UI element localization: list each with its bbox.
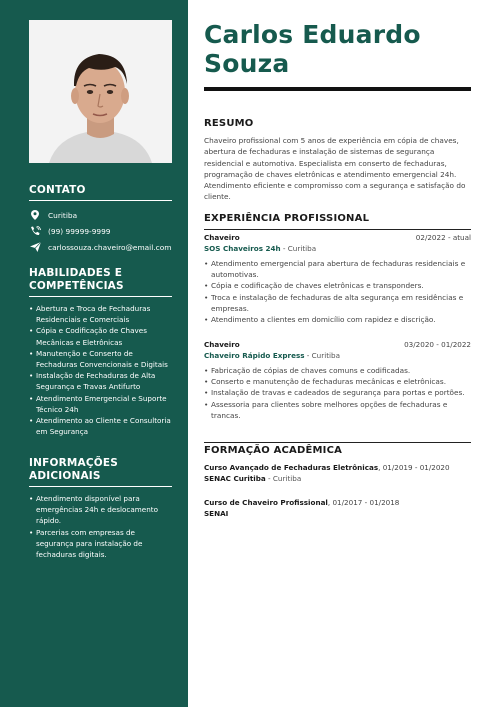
- profile-photo: [29, 20, 172, 163]
- additional-info-title: INFORMAÇÕES ADICIONAIS: [29, 457, 172, 487]
- job-header: [204, 232, 471, 254]
- education-title: FORMAÇÃO ACADÊMICA: [204, 445, 343, 456]
- contact-location: [29, 207, 172, 223]
- course-name: Curso Avançado de Fechaduras Eletrônicas: [204, 463, 379, 472]
- education-divider: [204, 442, 471, 443]
- job-role: Chaveiro: [204, 233, 240, 242]
- skills-list: [29, 303, 172, 437]
- school-name: SENAI: [204, 509, 229, 519]
- job-bullets: [204, 258, 471, 325]
- job-date: 03/2020 - 01/2022: [404, 340, 471, 349]
- paper-plane-icon: [29, 242, 41, 252]
- job-company: [204, 350, 471, 361]
- list-item: • Atendimento disponível para emergências 24h e deslocamento rápido.: [29, 493, 172, 527]
- summary-title: RESUMO: [204, 118, 254, 129]
- list-item: • Atendimento Emergencial e Suporte Técnico 24h: [29, 393, 172, 415]
- list-item: • Atendimento ao Cliente e Consultoria em Segurança: [29, 415, 172, 437]
- candidate-name-line2: Souza: [204, 49, 290, 78]
- candidate-name-line1: Carlos Eduardo: [204, 20, 421, 49]
- list-item: • Abertura e Troca de Fechaduras Residenciais e Comerciais: [29, 303, 172, 325]
- list-item: • Conserto e manutenção de fechaduras mecânicas e eletrônicas.: [204, 376, 471, 387]
- skills-section: [29, 267, 172, 437]
- name-divider: [204, 87, 471, 91]
- school-city: - Curitiba: [265, 474, 302, 484]
- contact-location-text: Curitiba: [48, 210, 78, 220]
- list-item: • Assessoria para clientes sobre melhores opções de fechaduras e trancas.: [204, 399, 471, 421]
- company-name: Chaveiro Rápido Express: [204, 351, 305, 360]
- contact-section: [29, 184, 172, 255]
- skills-title: [29, 267, 172, 297]
- summary-text: Chaveiro profissional com 5 anos de experiência em cópia de chaves, abertura de fechaduras e instalação de sistemas de segurança residencial e automotiva. Especialista em conserto de fechaduras, programação de chaves eletrônicas e atendimento emergencial 24h. Atendimento eficiente e compromisso com a segurança e satisfação do cliente.: [204, 136, 466, 202]
- contact-email[interactable]: [29, 239, 172, 255]
- education-item: [204, 462, 471, 485]
- phone-icon: [29, 226, 41, 236]
- job-bullets: [204, 365, 471, 421]
- list-item: • Atendimento emergencial para abertura de fechaduras residenciais e automotivas.: [204, 258, 471, 280]
- sidebar: [0, 0, 188, 707]
- list-item: • Fabricação de cópias de chaves comuns e codificadas.: [204, 365, 471, 376]
- company-city: - Curitiba: [280, 244, 317, 253]
- job-date: 02/2022 - atual: [415, 233, 471, 242]
- location-pin-icon: [29, 210, 41, 220]
- list-item: • Manutenção e Conserto de Fechaduras Convencionais e Digitais: [29, 348, 172, 370]
- skills-title-line2: COMPETÊNCIAS: [29, 280, 124, 292]
- contact-email-text[interactable]: carlossouza.chaveiro@email.com: [48, 242, 172, 252]
- additional-info-list: [29, 493, 172, 560]
- list-item: • Cópia e Codificação de Chaves Mecânicas e Eletrônicas: [29, 325, 172, 347]
- company-name: SOS Chaveiros 24h: [204, 244, 281, 253]
- additional-info-section: [29, 457, 172, 560]
- school-name: SENAC Curitiba: [204, 474, 266, 484]
- list-item: • Cópia e codificação de chaves eletrônicas e transponders.: [204, 280, 471, 291]
- list-item: • Instalação de travas e cadeados de segurança para portas e portões.: [204, 387, 471, 398]
- list-item: • Parcerias com empresas de segurança para instalação de fechaduras digitais.: [29, 527, 172, 561]
- contact-phone: [29, 223, 172, 239]
- course-period: , 01/2017 - 01/2018: [327, 498, 400, 507]
- experience-title: EXPERIÊNCIA PROFISSIONAL: [204, 213, 370, 224]
- contact-phone-text: (99) 99999-9999: [48, 226, 111, 236]
- contact-title: CONTATO: [29, 184, 172, 201]
- experience-divider: [204, 229, 471, 230]
- course-name: Curso de Chaveiro Profissional: [204, 498, 328, 507]
- job-role: Chaveiro: [204, 340, 240, 349]
- skills-title-line1: HABILIDADES E: [29, 267, 123, 279]
- list-item: • Troca e instalação de fechaduras de alta segurança em residências e empresas.: [204, 292, 471, 314]
- job-header: [204, 339, 471, 361]
- list-item: • Instalação de Fechaduras de Alta Segurança e Travas Antifurto: [29, 370, 172, 392]
- education-item: [204, 497, 471, 520]
- job-company: [204, 243, 471, 254]
- candidate-name: [204, 20, 421, 78]
- list-item: • Atendimento a clientes em domicílio com rapidez e discrição.: [204, 314, 471, 325]
- course-period: , 01/2019 - 01/2020: [378, 463, 450, 472]
- company-city: - Curitiba: [304, 351, 340, 360]
